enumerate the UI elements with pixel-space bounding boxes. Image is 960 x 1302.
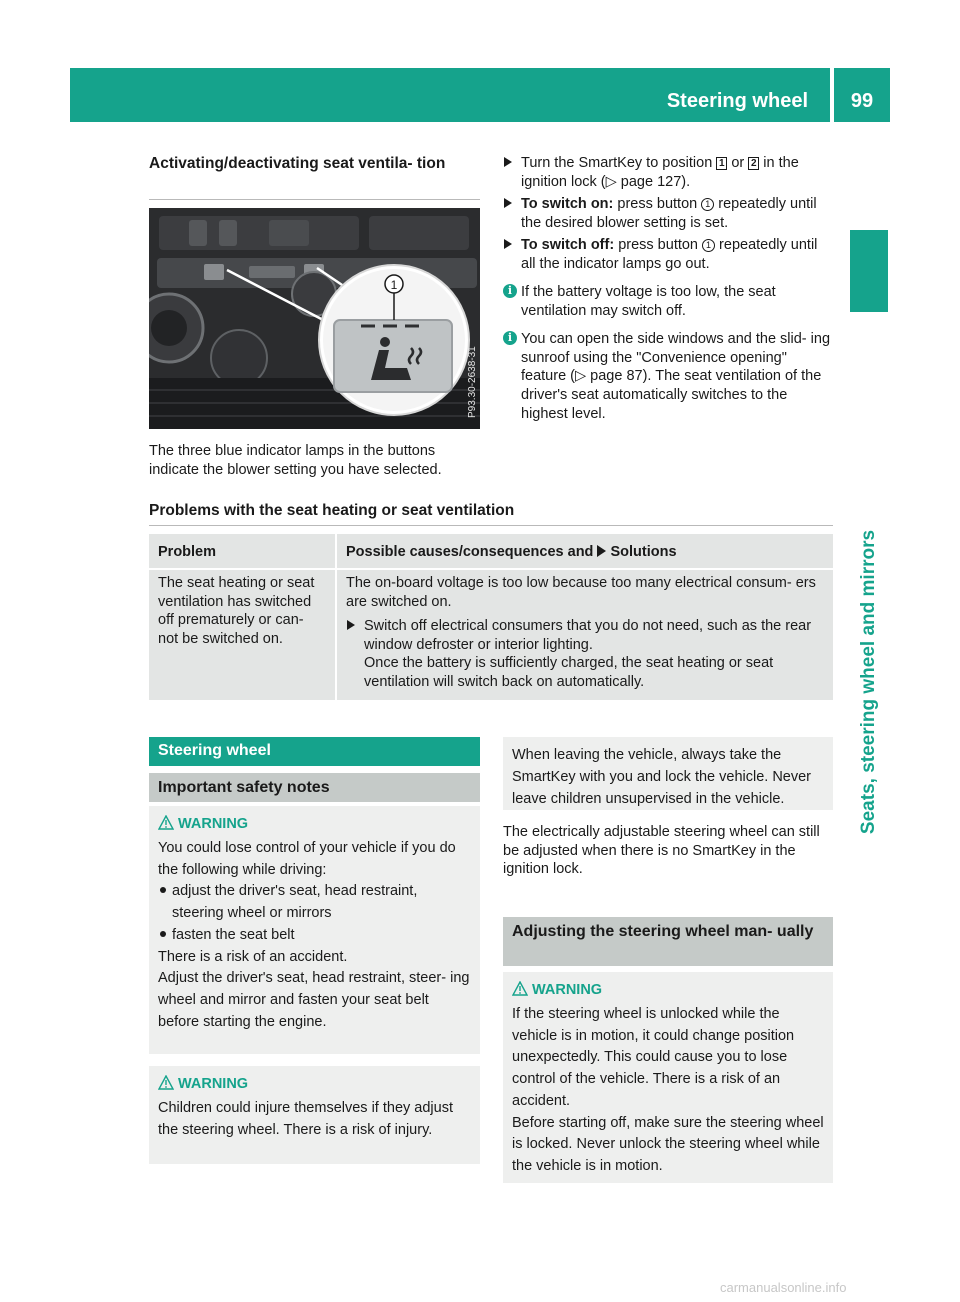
warning-title: WARNING bbox=[158, 814, 471, 836]
bullet-item: fasten the seat belt bbox=[158, 925, 471, 947]
electric-steering-text: The electrically adjustable steering wheel can still be adjusted when there is no SmartKey in the ignition lock. bbox=[503, 824, 820, 878]
photo-caption: The three blue indicator lamps in the buttons indicate the blower setting you have selected. bbox=[149, 443, 442, 478]
step-arrow-icon bbox=[504, 157, 512, 167]
info-icon: i bbox=[503, 331, 517, 345]
table-header-problem: Problem bbox=[149, 534, 335, 568]
button-1-icon: 1 bbox=[701, 198, 714, 211]
step-arrow-icon bbox=[504, 239, 512, 249]
steering-wheel-section-title: Steering wheel bbox=[149, 737, 480, 766]
warning-panel-driving: WARNING You could lose control of your vehicle if you do the following while driving: adjust the driver's seat, head restraint, steering wheel or mirrors fasten the seat belt There is a risk of an accident. Adjust the driver's seat, head restraint, steer- ing wheel and mirror and fasten your seat belt before starting the engine. bbox=[149, 806, 480, 1054]
problems-heading: Problems with the seat heating or seat ventilation bbox=[149, 502, 515, 519]
step-switch-on: To switch on: press button 1 repeatedly until the desired blower setting is set. bbox=[503, 195, 833, 232]
info-icon: i bbox=[503, 284, 517, 298]
manual-adjust-heading: Adjusting the steering wheel man- ually bbox=[503, 917, 833, 966]
safety-notes-heading: Important safety notes bbox=[149, 773, 480, 802]
info-convenience-opening: i You can open the side windows and the slid- ing sunroof using the "Convenience opening" feature (▷ page 87). The seat ventilation of the driver's seat automatically switches to the highest level. bbox=[503, 330, 833, 423]
ventilation-steps bbox=[503, 154, 833, 423]
note-panel-smartkey: When leaving the vehicle, always take the SmartKey with you and lock the vehicle. Never leave children unsupervised in the vehicle. bbox=[503, 737, 833, 810]
header-title: Steering wheel bbox=[666, 90, 808, 112]
table-cell-causes: The on-board voltage is too low because too many electrical consum- ers are switched on. Switch off electrical consumers that you do not need, such as the rear window defroster or interior lighting. Once the battery is sufficiently charged, the seat heating or seat ventilation will switch back on automatically. bbox=[337, 570, 833, 700]
warning-triangle-icon bbox=[158, 1075, 174, 1090]
warning-triangle-icon bbox=[512, 981, 528, 996]
step-arrow-icon bbox=[504, 198, 512, 208]
key-position-1-icon: 1 bbox=[716, 157, 727, 170]
warning-triangle-icon bbox=[158, 815, 174, 830]
photo-code: P93.30-2638-31 bbox=[467, 346, 478, 418]
seat-ventilation-photo bbox=[149, 208, 480, 429]
step-turn-key: Turn the SmartKey to position 1 or 2 in the ignition lock (▷ page 127). bbox=[503, 154, 833, 191]
page-number: 99 bbox=[850, 90, 874, 112]
photo-callout: 1 bbox=[390, 278, 398, 292]
warning-title: WARNING bbox=[512, 980, 824, 1002]
chapter-title: Seats, steering wheel and mirrors bbox=[857, 529, 879, 835]
warning-panel-children: WARNING Children could injure themselves if they adjust the steering wheel. There is a risk of injury. bbox=[149, 1066, 480, 1164]
problems-rule bbox=[149, 525, 833, 526]
bullet-item: adjust the driver's seat, head restraint, steering wheel or mirrors bbox=[158, 881, 471, 925]
watermark: carmanualsonline.info bbox=[720, 1280, 847, 1295]
button-1-icon: 1 bbox=[702, 239, 715, 252]
ventilation-heading: Activating/deactivating seat ventila- tion bbox=[149, 155, 446, 172]
info-battery: i If the battery voltage is too low, the seat ventilation may switch off. bbox=[503, 283, 833, 320]
step-arrow-icon bbox=[347, 620, 355, 630]
warning-title: WARNING bbox=[158, 1074, 471, 1096]
table-cell-problem: The seat heating or seat ventilation has switched off prematurely or can- not be switched on. bbox=[149, 570, 335, 700]
table-header-causes: Possible causes/consequences and Solutions bbox=[337, 534, 833, 568]
solution-step: Switch off electrical consumers that you do not need, such as the rear window defroster or interior lighting. Once the battery is sufficiently charged, the seat heating or seat ventilation will switch back on automatically. bbox=[346, 617, 824, 691]
step-switch-off: To switch off: press button 1 repeatedly until all the indicator lamps go out. bbox=[503, 236, 833, 273]
key-position-2-icon: 2 bbox=[748, 157, 759, 170]
heading-rule bbox=[149, 199, 480, 200]
chapter-tab bbox=[850, 230, 888, 312]
warning-panel-unlocked: WARNING If the steering wheel is unlocked while the vehicle is in motion, it could change position unexpectedly. This could cause you to lose control of the vehicle. There is a risk of an accident. Before starting off, make sure the steering wheel is locked. Never unlock the steering wheel while the vehicle is in motion. bbox=[503, 972, 833, 1183]
